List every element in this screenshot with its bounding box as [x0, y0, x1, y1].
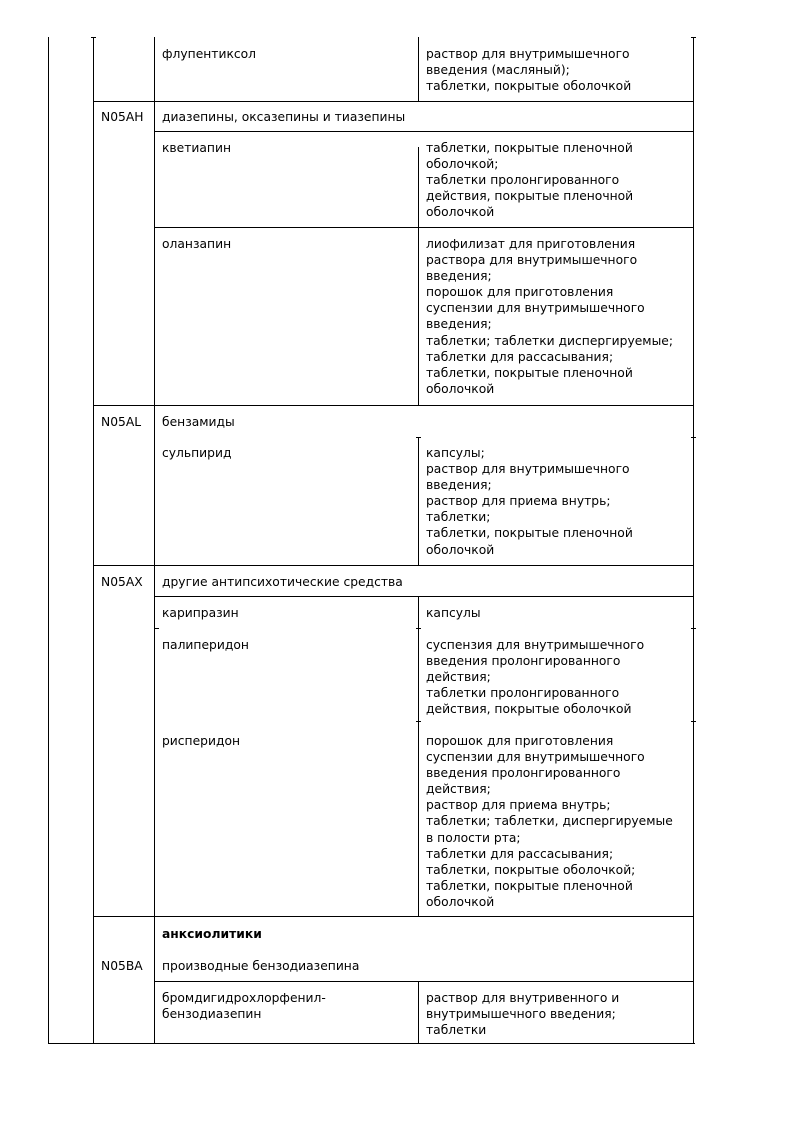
dosage-forms-cell: лиофилизат для приготовления раствора для внутримышечного введения; порошок для приготовления суспензии для внутримышечного введения; таблетки; таблетки диспергируемые; таблетки для рассасывания; таблетки, покрытые пленочной оболочкой [426, 237, 674, 396]
tick-mark [691, 37, 696, 38]
group-name-cell: другие антипсихотические средства [162, 575, 403, 589]
row-divider [93, 565, 694, 566]
tick-mark [416, 628, 421, 629]
forms-column-border [418, 597, 419, 916]
tick-mark [691, 437, 696, 438]
name-column-border [154, 37, 155, 1044]
atc-code-cell: N05BA [101, 959, 143, 973]
drug-name-cell: флупентиксол [162, 47, 257, 61]
table-left-border [48, 37, 49, 1044]
dosage-forms-cell: капсулы [426, 606, 481, 620]
row-divider [154, 981, 694, 982]
row-divider [154, 227, 694, 228]
dosage-forms-cell: раствор для внутримышечного введения (масляный); таблетки, покрытые оболочкой [426, 47, 632, 94]
drug-name-cell: бромдигидрохлорфенил- бензодиазепин [162, 991, 326, 1022]
drug-name-cell: оланзапин [162, 237, 232, 251]
dosage-forms-cell: порошок для приготовления суспензии для внутримышечного введения пролонгированного действия; раствор для приема внутрь; таблетки; таблетки, диспергируемые в полости рта; таблетки для рассасывания; таблетки, покрытые оболочкой; таблетки, покрытые пленочной оболочкой [426, 734, 673, 909]
table-right-border [693, 37, 694, 1044]
dosage-forms-cell: раствор для внутривенного и внутримышечного введения; таблетки [426, 991, 620, 1038]
table-bottom-border [48, 1043, 695, 1044]
group-name-cell: производные бензодиазепина [162, 959, 360, 973]
tick-mark [416, 437, 421, 438]
tick-mark [91, 37, 96, 38]
group-name-cell: диазепины, оксазепины и тиазепины [162, 110, 406, 124]
dosage-forms-cell: капсулы; раствор для внутримышечного введения; раствор для приема внутрь; таблетки; таблетки, покрытые пленочной оболочкой [426, 446, 633, 557]
drug-name-cell: карипразин [162, 606, 239, 620]
dosage-forms-cell: суспензия для внутримышечного введения пролонгированного действия; таблетки пролонгированного действия, покрытые оболочкой [426, 638, 645, 717]
row-divider [154, 131, 694, 132]
tick-mark [691, 721, 696, 722]
forms-column-border [418, 981, 419, 1044]
forms-column-border [418, 147, 419, 405]
row-divider [93, 916, 694, 917]
section-heading-cell: анксиолитики [162, 927, 262, 941]
row-divider [154, 596, 694, 597]
atc-code-cell: N05AL [101, 415, 142, 429]
drug-name-cell: палиперидон [162, 638, 249, 652]
group-name-cell: бензамиды [162, 415, 235, 429]
forms-column-border [418, 437, 419, 565]
drug-name-cell: кветиапин [162, 141, 232, 155]
tick-mark [154, 628, 159, 629]
drug-table [48, 37, 695, 1044]
forms-column-border [418, 37, 419, 101]
code-column-border [93, 37, 94, 1044]
atc-code-cell: N05AH [101, 110, 144, 124]
dosage-forms-cell: таблетки, покрытые пленочной оболочкой; таблетки пролонгированного действия, покрытые пленочной оболочкой [426, 141, 634, 220]
tick-mark [416, 721, 421, 722]
drug-name-cell: сульпирид [162, 446, 232, 460]
atc-code-cell: N05AX [101, 575, 143, 589]
tick-mark [691, 628, 696, 629]
row-divider [93, 405, 694, 406]
row-divider [93, 101, 694, 102]
drug-name-cell: рисперидон [162, 734, 241, 748]
